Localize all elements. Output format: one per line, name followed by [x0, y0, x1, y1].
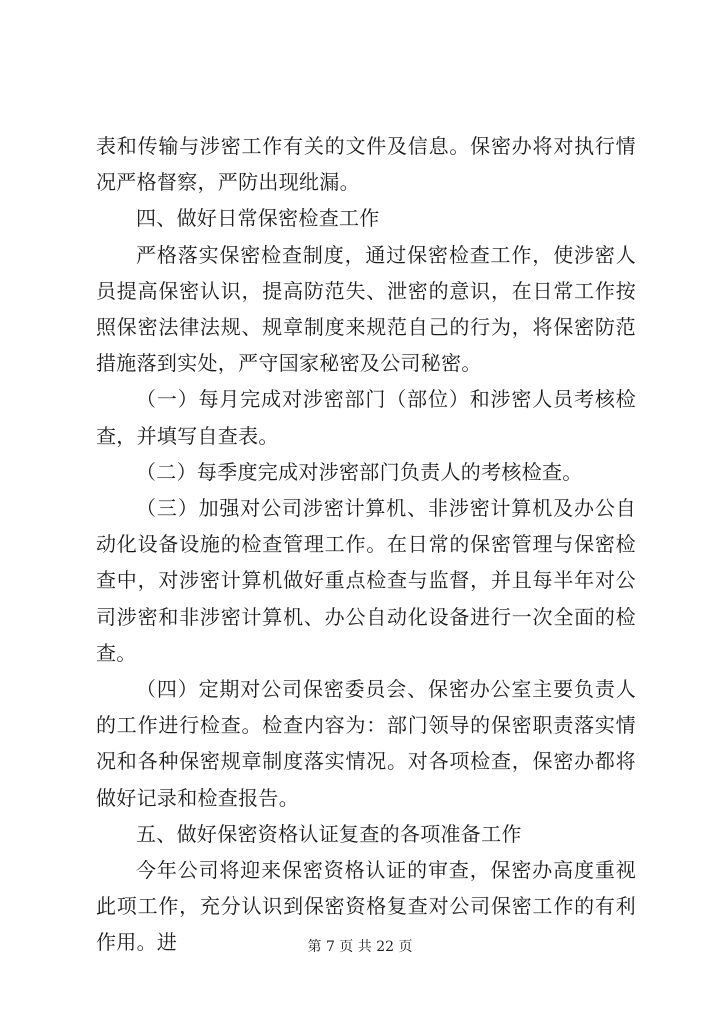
- paragraph-continuation: 表和传输与涉密工作有关的文件及信息。保密办将对执行情况严格督察，严防出现纰漏。: [96, 134, 636, 195]
- paragraph-certification-review: 今年公司将迎来保密资格认证的审查，保密办高度重视此项工作，充分认识到保密资格复查对公司保密工作的有利作用。进: [96, 858, 636, 955]
- section-heading-four: 四、做好日常保密检查工作: [136, 206, 380, 231]
- section-heading-five: 五、做好保密资格认证复查的各项准备工作: [136, 821, 522, 846]
- list-item-computer-check: （三）加强对公司涉密计算机、非涉密计算机及办公自动化设备设施的检查管理工作。在日常的保密管理与保密检查中，对涉密计算机做好重点检查与监督，并且每半年对公司涉密和非涉密计算机、办公自动化设备进行一次全面的检查。: [96, 496, 636, 665]
- list-item-periodic-check: （四）定期对公司保密委员会、保密办公室主要负责人的工作进行检查。检查内容为：部门领导的保密职责落实情况和各种保密规章制度落实情况。对各项检查，保密办都将做好记录和检查报告。: [96, 677, 636, 810]
- document-body: [96, 128, 636, 961]
- paragraph-inspection-system: 严格落实保密检查制度，通过保密检查工作，使涉密人员提高保密认识，提高防范失、泄密的意识，在日常工作按照保密法律法规、规章制度来规范自己的行为，将保密防范措施落到实处，严守国家秘密及公司秘密。: [96, 242, 636, 376]
- list-item-monthly-check: （一）每月完成对涉密部门（部位）和涉密人员考核检查，并填写自查表。: [96, 387, 636, 448]
- list-item-quarterly-check: （二）每季度完成对涉密部门负责人的考核检查。: [136, 459, 583, 484]
- page-footer: 第 7 页 共 22 页: [307, 939, 413, 955]
